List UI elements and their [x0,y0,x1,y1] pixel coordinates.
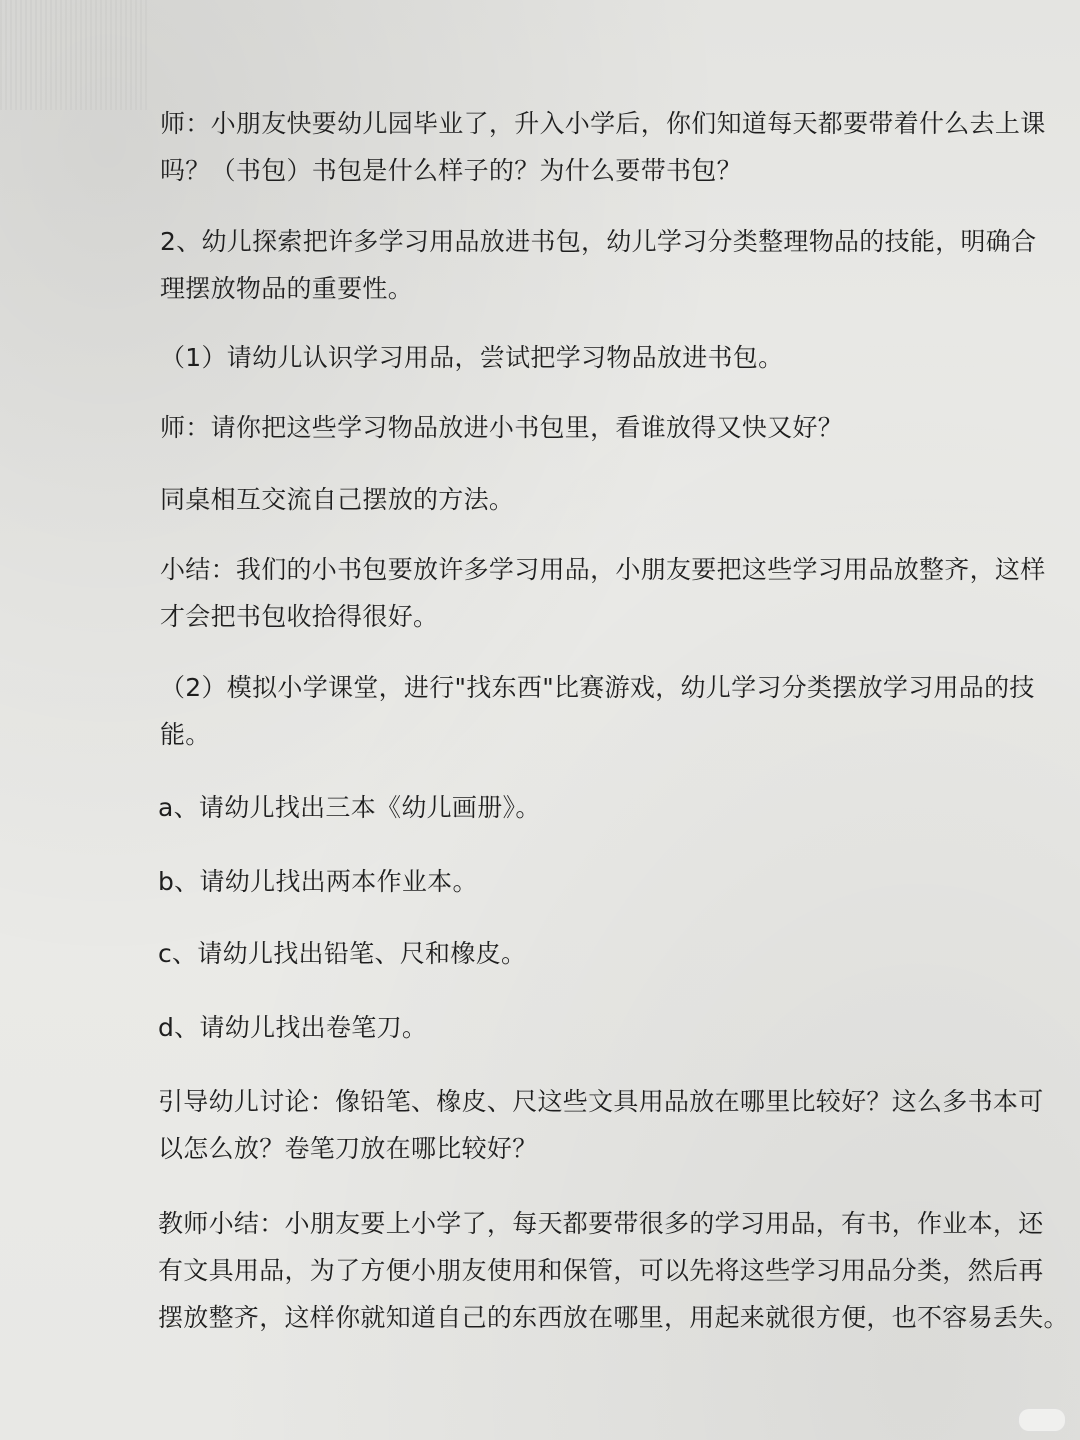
text-line: 2、幼儿探索把许多学习用品放进书包，幼儿学习分类整理物品的技能，明确合 [160,227,1037,256]
paragraph-substep-2 [160,664,1035,758]
paragraph-summary [160,546,1046,640]
text-line: 引导幼儿讨论：像铅笔、橡皮、尺这些文具用品放在哪里比较好？这么多书本可 [158,1087,1044,1116]
text-line: 理摆放物品的重要性。 [160,274,414,303]
paragraph-teacher-instruction [160,404,843,451]
text-line: a、请幼儿找出三本《幼儿画册》。 [158,793,541,822]
text-line: 以怎么放？卷笔刀放在哪比较好？ [158,1134,538,1163]
text-line: c、请幼儿找出铅笔、尺和橡皮。 [158,939,527,968]
list-item-a [158,784,541,831]
paragraph-teacher-question [160,100,1046,194]
text-line: b、请幼儿找出两本作业本。 [158,867,478,896]
text-line: 有文具用品，为了方便小朋友使用和保管，可以先将这些学习用品分类，然后再 [158,1256,1044,1285]
paragraph-peer-exchange [160,476,514,523]
list-item-d [158,1004,427,1051]
text-line: 摆放整齐，这样你就知道自己的东西放在哪里，用起来就很方便，也不容易丢失。 [158,1303,1069,1332]
paragraph-step-2 [160,218,1036,312]
corner-watermark [1018,1408,1066,1432]
text-line: 能。 [160,720,211,749]
text-line: （1）请幼儿认识学习用品，尝试把学习物品放进书包。 [160,343,784,372]
scan-smudge [0,0,150,110]
paragraph-substep-1 [160,334,783,381]
text-line: 才会把书包收拾得很好。 [160,602,439,631]
paragraph-teacher-summary [158,1200,1069,1341]
text-line: 师：小朋友快要幼儿园毕业了，升入小学后，你们知道每天都要带着什么去上课 [160,109,1046,138]
paragraph-discussion [158,1078,1044,1172]
text-line: 教师小结：小朋友要上小学了，每天都要带很多的学习用品，有书，作业本，还 [158,1209,1044,1238]
list-item-c [158,930,526,977]
text-line: 同桌相互交流自己摆放的方法。 [160,485,515,514]
list-item-b [158,858,478,905]
text-line: 小结：我们的小书包要放许多学习用品，小朋友要把这些学习用品放整齐，这样 [160,555,1046,584]
text-line: （2）模拟小学课堂，进行"找东西"比赛游戏，幼儿学习分类摆放学习用品的技 [160,673,1035,702]
text-line: 吗？（书包）书包是什么样子的？为什么要带书包？ [160,156,742,185]
text-line: 师：请你把这些学习物品放进小书包里，看谁放得又快又好？ [160,413,844,442]
text-line: d、请幼儿找出卷笔刀。 [158,1013,428,1042]
